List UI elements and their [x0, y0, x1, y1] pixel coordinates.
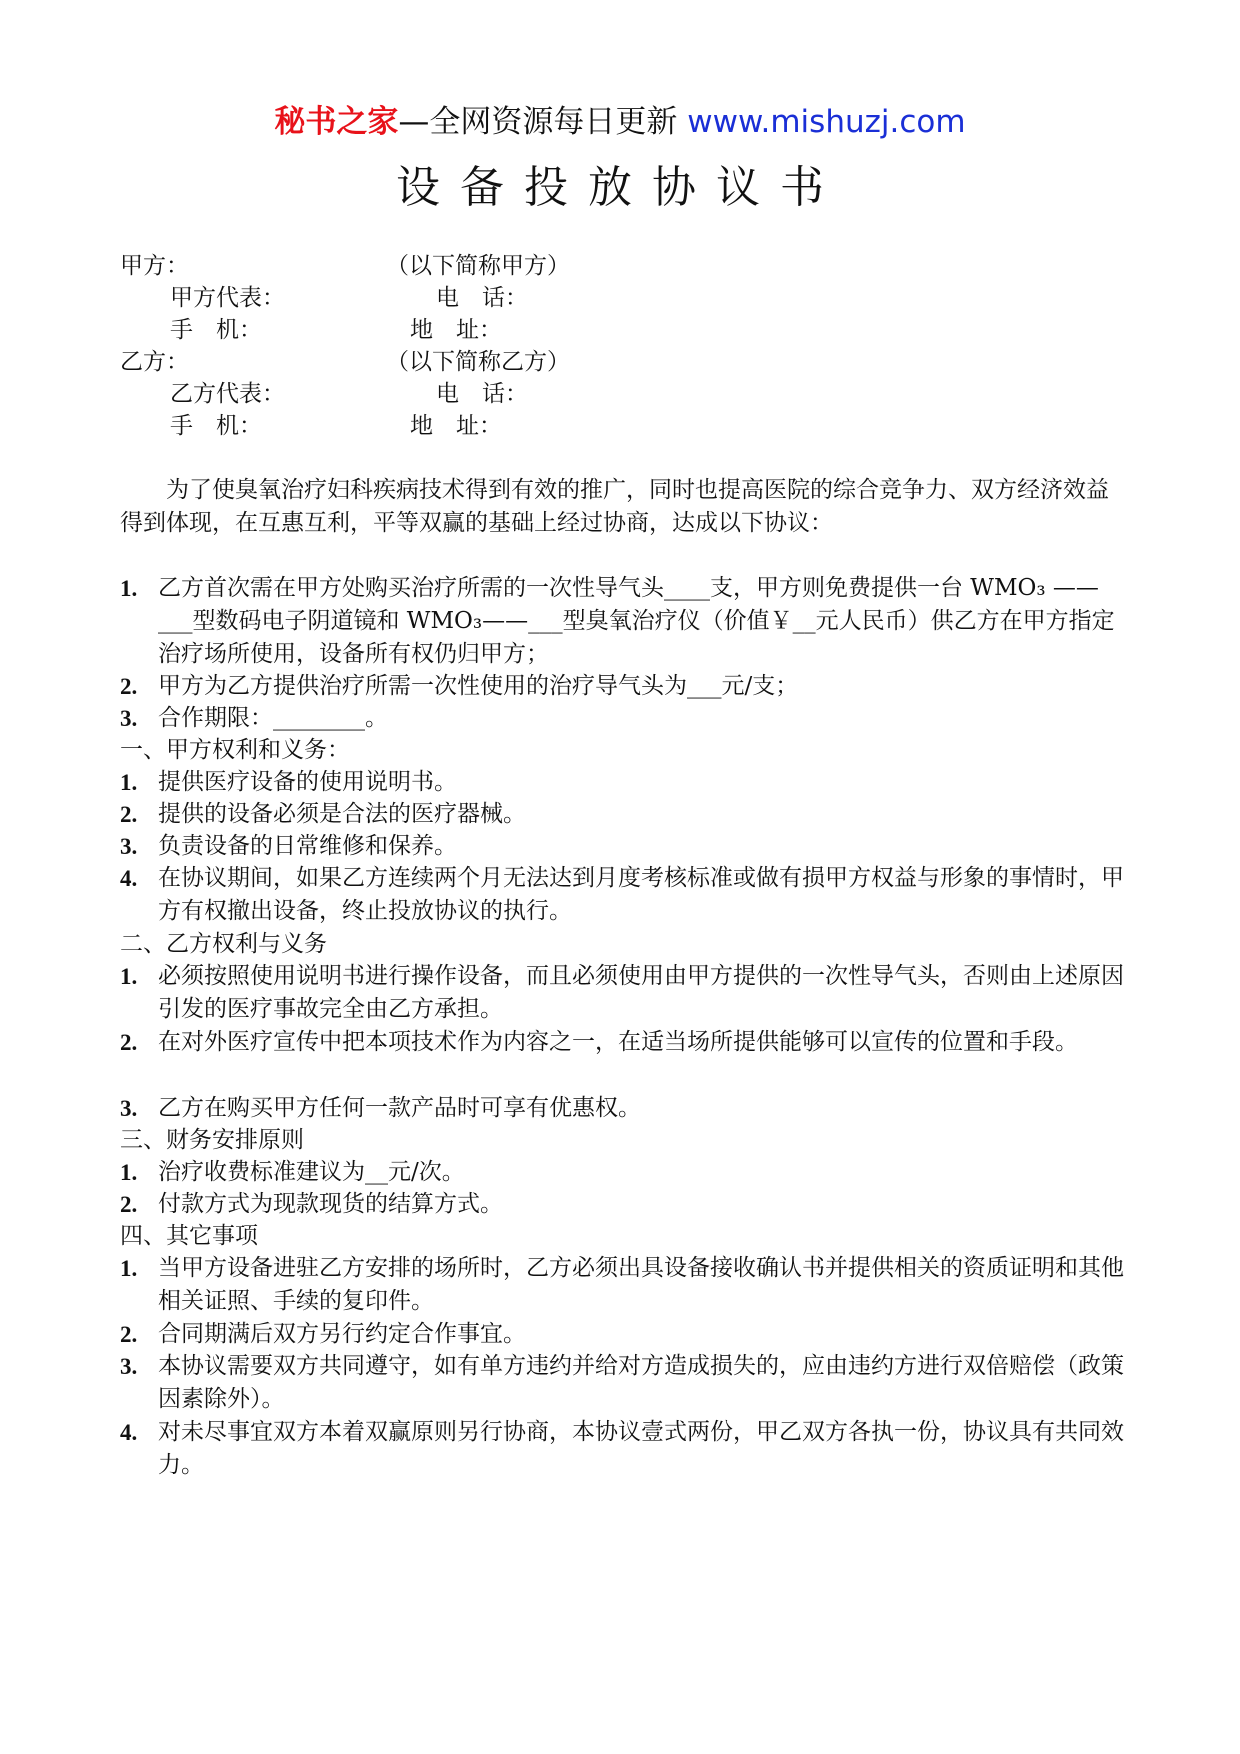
section-item — [120, 862, 1126, 928]
item-number: 3. — [120, 706, 138, 731]
party-a-mobile: 手 机： — [170, 317, 262, 343]
section-item — [120, 1252, 1126, 1318]
item-text: 付款方式为现款现货的结算方式。 — [158, 1191, 503, 1217]
item-number: 1. — [120, 576, 138, 601]
party-b-note: （以下简称乙方） — [386, 349, 570, 375]
item-text: 对未尽事宜双方本着双赢原则另行协商，本协议壹式两份，甲乙双方各执一份，协议具有共同效力。 — [158, 1419, 1124, 1478]
party-a-phone: 电 话： — [436, 285, 528, 311]
item-text: 甲方为乙方提供治疗所需一次性使用的治疗导气头为___元/支； — [158, 673, 799, 699]
site-banner — [0, 102, 1240, 142]
intro-paragraph — [120, 474, 1126, 540]
item-text: 负责设备的日常维修和保养。 — [158, 833, 457, 859]
item-number: 4. — [120, 1420, 138, 1445]
party-b-label: 乙方： — [120, 349, 189, 375]
party-b-address: 地 址： — [410, 413, 502, 439]
item-number: 2. — [120, 1322, 138, 1347]
item-number: 4. — [120, 866, 138, 891]
section-heading: 二、乙方权利与义务 — [120, 931, 327, 957]
item-text: 在对外医疗宣传中把本项技术作为内容之一，在适当场所提供能够可以宣传的位置和手段。 — [158, 1029, 1078, 1055]
party-a-note: （以下简称甲方） — [386, 253, 570, 279]
party-a-label: 甲方： — [120, 253, 189, 279]
intro-text: 为了使臭氧治疗妇科疾病技术得到有效的推广，同时也提高医院的综合竞争力、双方经济效益得到体现，在互惠互利，平等双赢的基础上经过协商，达成以下协议： — [120, 477, 1109, 536]
party-b-phone: 电 话： — [436, 381, 528, 407]
section-heading: 四、其它事项 — [120, 1223, 258, 1249]
section-item — [120, 1188, 1126, 1221]
banner-tagline: —全网资源每日更新 — [398, 104, 688, 140]
item-text: 本协议需要双方共同遵守，如有单方违约并给对方造成损失的，应由违约方进行双倍赔偿（政策因素除外）。 — [158, 1353, 1124, 1412]
item-text: 合同期满后双方另行约定合作事宜。 — [158, 1321, 526, 1347]
item-number: 2. — [120, 1030, 138, 1055]
section-item — [120, 1156, 1126, 1189]
item-number: 2. — [120, 674, 138, 699]
section-item — [120, 960, 1126, 1026]
party-a-address: 地 址： — [410, 317, 502, 343]
item-number: 2. — [120, 1192, 138, 1217]
item-text: 当甲方设备进驻乙方安排的场所时，乙方必须出具设备接收确认书并提供相关的资质证明和其他相关证照、手续的复印件。 — [158, 1255, 1124, 1314]
item-number: 1. — [120, 1256, 138, 1281]
section-heading: 一、甲方权利和义务： — [120, 737, 350, 763]
item-number: 3. — [120, 1354, 138, 1379]
general-item — [120, 702, 1126, 735]
item-number: 1. — [120, 1160, 138, 1185]
section-item — [120, 798, 1126, 831]
party-a-rep: 甲方代表： — [170, 285, 285, 311]
document-title: 设备投放协议书 — [396, 162, 844, 213]
item-text: 合作期限：________。 — [158, 705, 388, 731]
item-number: 1. — [120, 770, 138, 795]
item-text: 提供的设备必须是合法的医疗器械。 — [158, 801, 526, 827]
item-number: 2. — [120, 802, 138, 827]
item-text: 乙方首次需在甲方处购买治疗所需的一次性导气头____支，甲方则免费提供一台 WMO₃ ——___型数码电子阴道镜和 WMO₃——___型臭氧治疗仪（价值￥__元人民币）供乙方在甲方指定治疗场所使用，设备所有权仍归甲方； — [158, 575, 1115, 667]
item-number: 1. — [120, 964, 138, 989]
item-text: 乙方在购买甲方任何一款产品时可享有优惠权。 — [158, 1095, 641, 1121]
party-b-rep: 乙方代表： — [170, 381, 285, 407]
banner-url[interactable]: www.mishuzj.com — [687, 104, 966, 140]
item-text: 必须按照使用说明书进行操作设备，而且必须使用由甲方提供的一次性导气头，否则由上述原因引发的医疗事故完全由乙方承担。 — [158, 963, 1124, 1022]
banner-brand: 秘书之家 — [274, 104, 399, 140]
item-number: 3. — [120, 1096, 138, 1121]
section-heading: 三、财务安排原则 — [120, 1127, 304, 1153]
item-number: 3. — [120, 834, 138, 859]
section-item — [120, 1318, 1126, 1351]
section-item — [120, 1092, 1126, 1125]
general-item — [120, 572, 1126, 671]
section-item — [120, 1416, 1126, 1482]
item-text: 在协议期间，如果乙方连续两个月无法达到月度考核标准或做有损甲方权益与形象的事情时，甲方有权撤出设备，终止投放协议的执行。 — [158, 865, 1124, 924]
section-item — [120, 1350, 1126, 1416]
section-item — [120, 1026, 1126, 1059]
party-b-mobile: 手 机： — [170, 413, 262, 439]
item-text: 提供医疗设备的使用说明书。 — [158, 769, 457, 795]
general-item — [120, 670, 1126, 703]
section-item — [120, 766, 1126, 799]
item-text: 治疗收费标准建议为__元/次。 — [158, 1159, 465, 1185]
section-item — [120, 830, 1126, 863]
